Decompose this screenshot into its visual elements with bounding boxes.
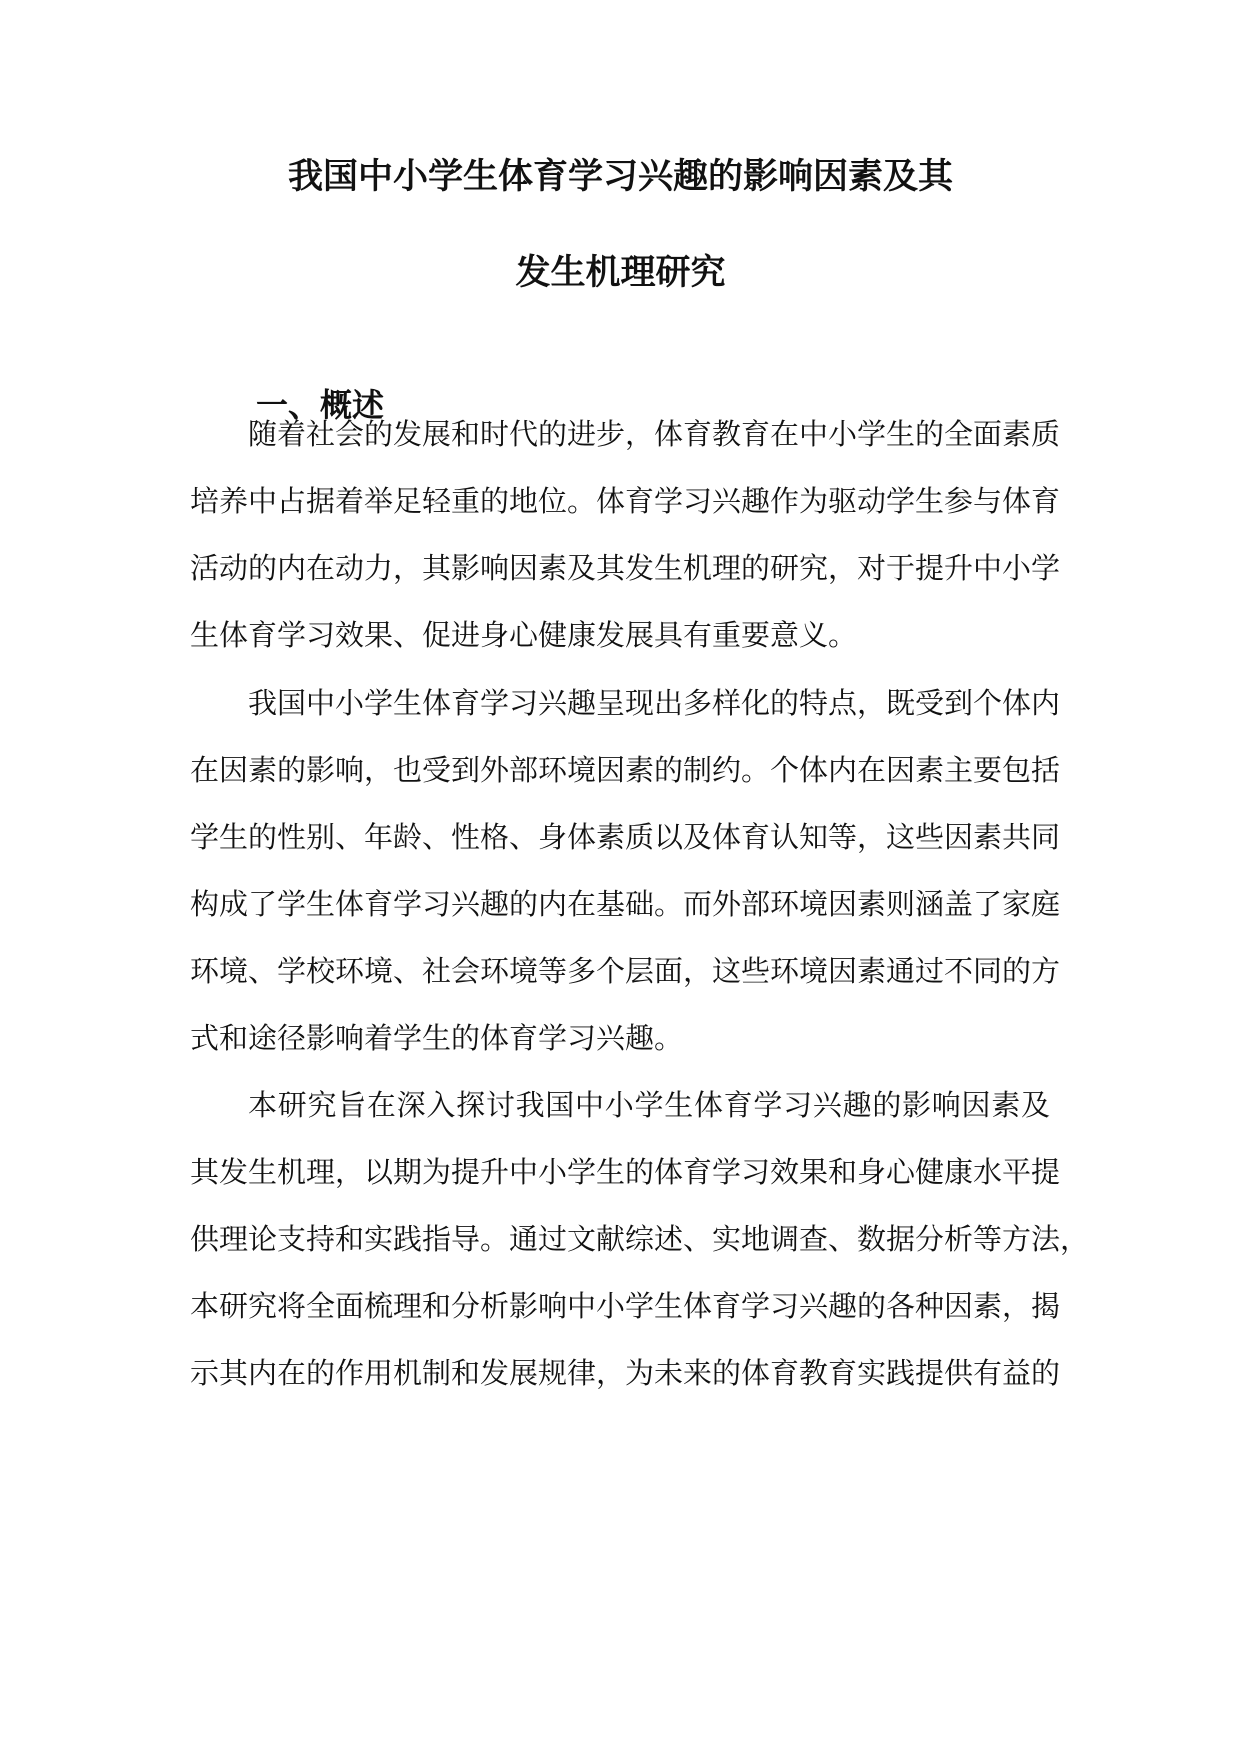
document-title-line-1: 我国中小学生体育学习兴趣的影响因素及其 xyxy=(287,156,953,197)
paragraph-1-line-2: 培养中占据着举足轻重的地位。体育学习兴趣作为驱动学生参与体育 xyxy=(190,484,1061,518)
paragraph-1-line-3: 活动的内在动力，其影响因素及其发生机理的研究，对于提升中小学 xyxy=(190,551,1061,585)
paragraph-3-line-2: 其发生机理，以期为提升中小学生的体育学习效果和身心健康水平提 xyxy=(190,1155,1061,1189)
paragraph-2-line-2: 在因素的影响，也受到外部环境因素的制约。个体内在因素主要包括 xyxy=(190,753,1061,787)
paragraph-2-line-4: 构成了学生体育学习兴趣的内在基础。而外部环境因素则涵盖了家庭 xyxy=(190,887,1061,921)
paragraph-3-line-1: 本研究旨在深入探讨我国中小学生体育学习兴趣的影响因素及 xyxy=(248,1088,1050,1122)
paragraph-1-line-1: 随着社会的发展和时代的进步，体育教育在中小学生的全面素质 xyxy=(248,417,1061,451)
paragraph-1-line-4: 生体育学习效果、促进身心健康发展具有重要意义。 xyxy=(190,618,858,652)
paragraph-2-line-3: 学生的性别、年龄、性格、身体素质以及体育认知等，这些因素共同 xyxy=(190,820,1061,854)
paragraph-2-line-6: 式和途径影响着学生的体育学习兴趣。 xyxy=(190,1021,684,1055)
paragraph-3-line-3: 供理论支持和实践指导。通过文献综述、实地调查、数据分析等方法， xyxy=(190,1222,1090,1256)
document-title-line-2: 发生机理研究 xyxy=(515,252,726,293)
paragraph-2-line-1: 我国中小学生体育学习兴趣呈现出多样化的特点，既受到个体内 xyxy=(248,686,1061,720)
section-heading: 一、概述 xyxy=(256,386,385,424)
paragraph-3-line-5: 示其内在的作用机制和发展规律，为未来的体育教育实践提供有益的 xyxy=(190,1356,1061,1390)
paragraph-2-line-5: 环境、学校环境、社会环境等多个层面，这些环境因素通过不同的方 xyxy=(190,954,1061,988)
paragraph-3-line-4: 本研究将全面梳理和分析影响中小学生体育学习兴趣的各种因素，揭 xyxy=(190,1289,1061,1323)
